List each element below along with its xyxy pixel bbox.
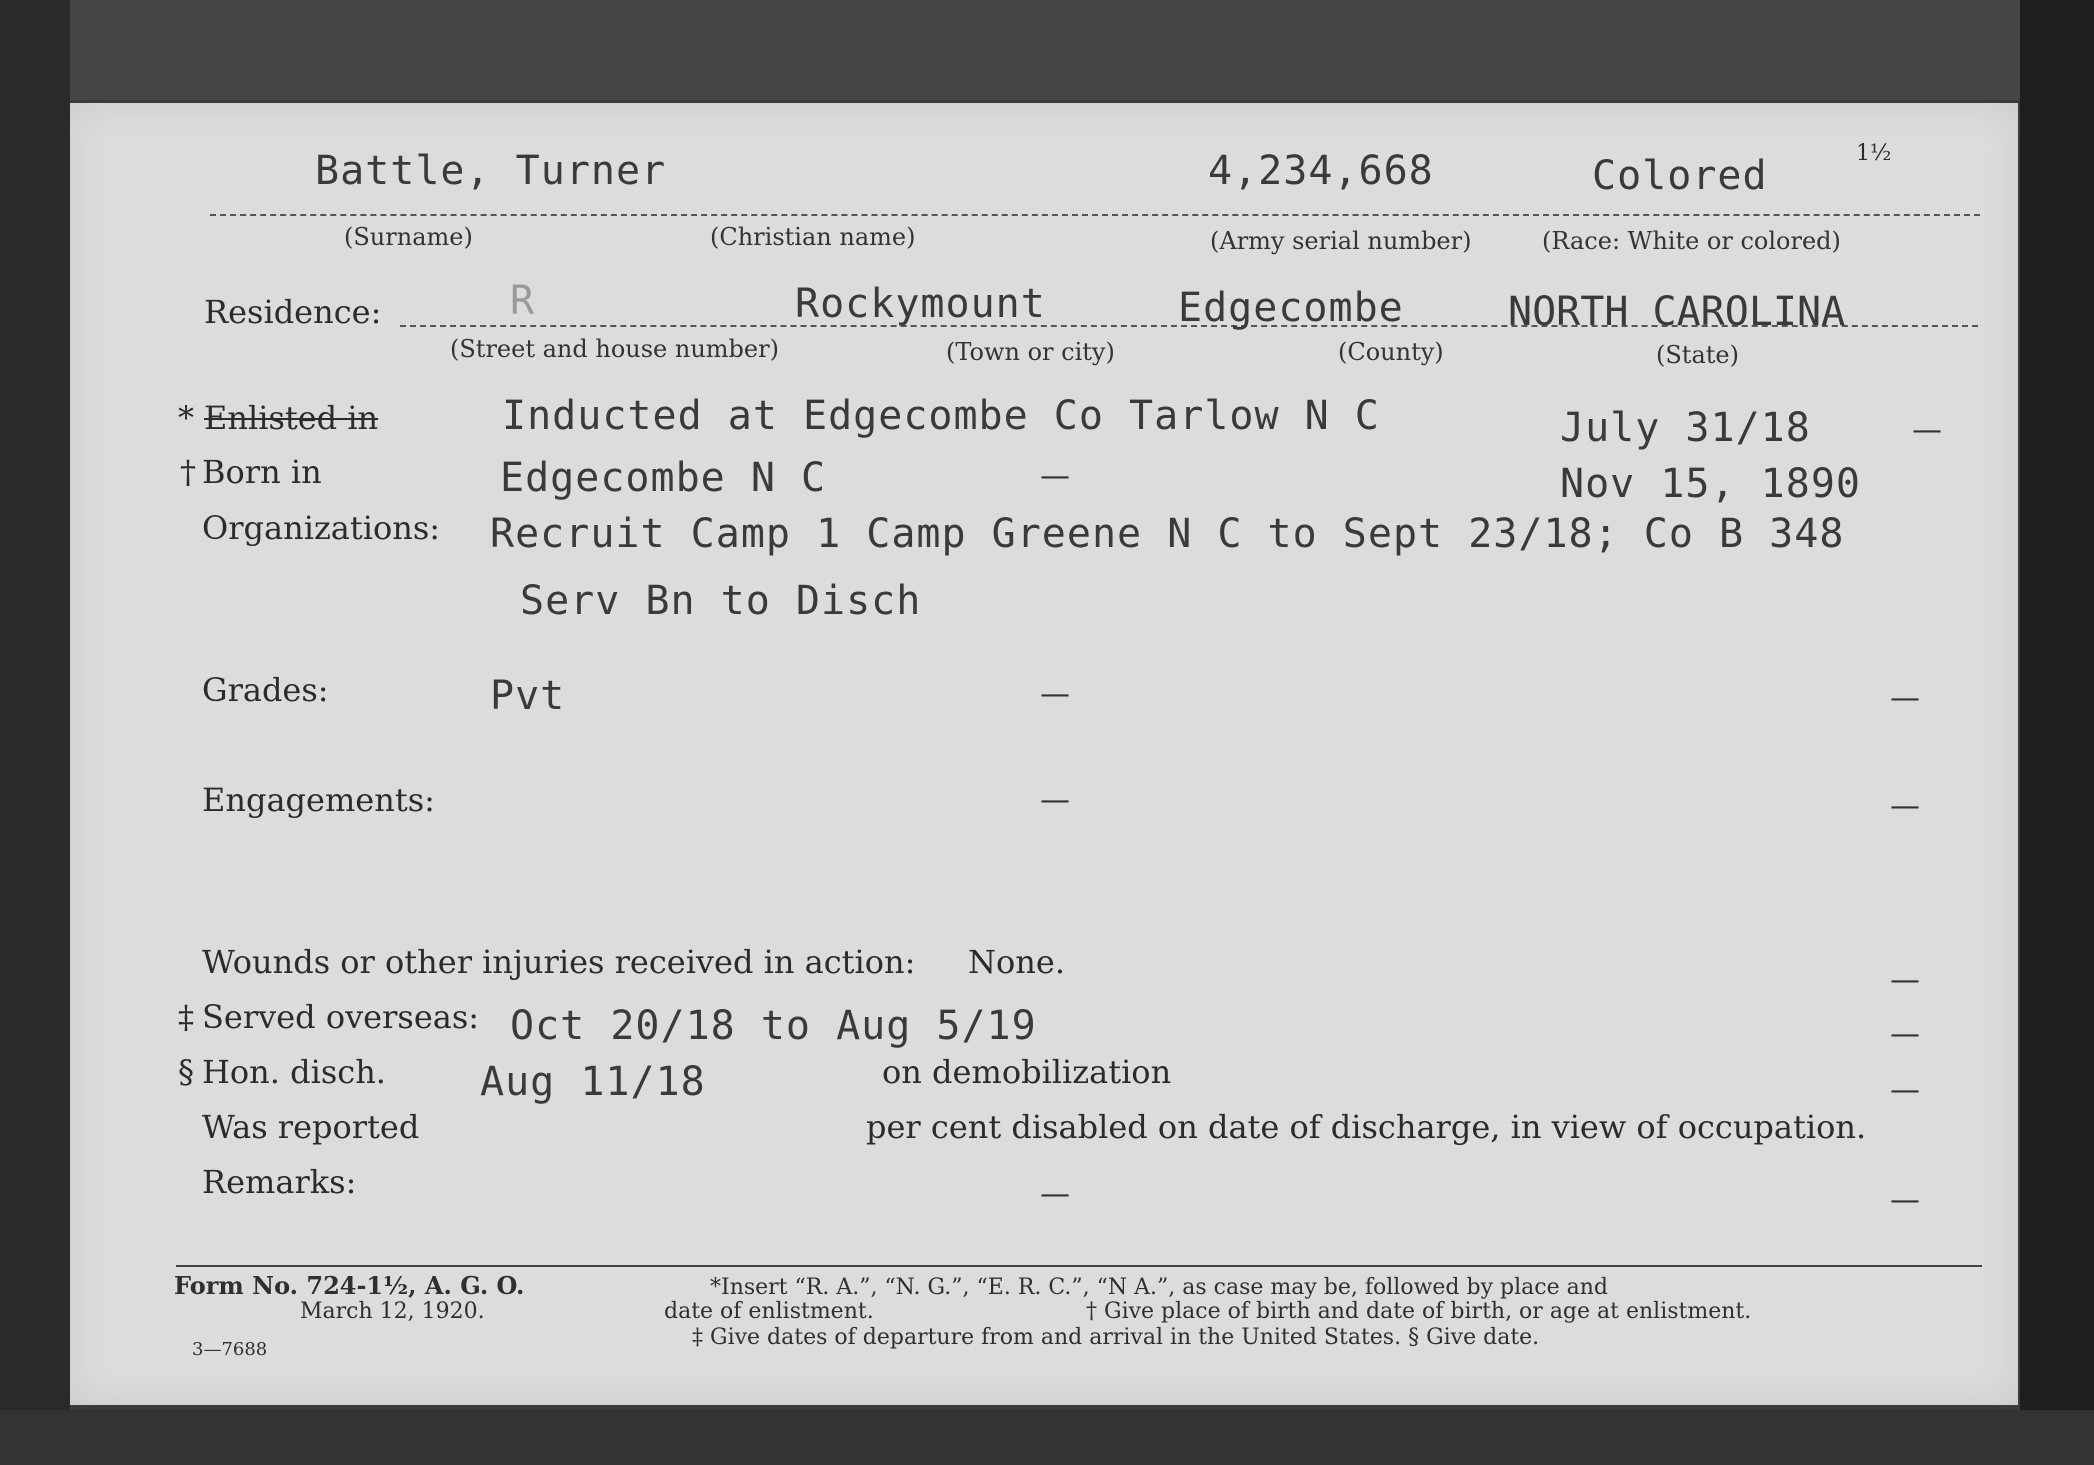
enlisted-dash: — — [1912, 413, 1942, 448]
born-mid-dash: — — [1040, 459, 1070, 494]
discharge-value: Aug 11/18 — [480, 1059, 706, 1105]
grades-dash: — — [1890, 681, 1920, 716]
footnote-2b: † Give place of birth and date of birth, or age at enlistment. — [1086, 1299, 1752, 1324]
background-bottom — [0, 1410, 2094, 1465]
enlisted-marker: * — [178, 399, 194, 437]
surname-caption: (Surname) — [344, 223, 473, 251]
engagements-mid-dash: — — [1040, 783, 1070, 818]
state-caption: (State) — [1656, 341, 1739, 369]
background-left — [0, 0, 70, 1465]
town-caption: (Town or city) — [946, 338, 1115, 366]
overseas-label: Served overseas: — [202, 998, 480, 1036]
race-value: Colored — [1592, 153, 1768, 199]
engagements-dash: — — [1890, 789, 1920, 824]
street-caption: (Street and house number) — [450, 335, 779, 363]
remarks-mid-dash: — — [1040, 1177, 1070, 1212]
serial-number-value: 4,234,668 — [1208, 148, 1434, 194]
overseas-value: Oct 20/18 to Aug 5/19 — [510, 1003, 1037, 1049]
born-value: Edgecombe N C — [500, 455, 827, 501]
grades-value: Pvt — [490, 673, 566, 719]
footnote-3: ‡ Give dates of departure from and arrival in the United States. § Give date. — [692, 1325, 1540, 1350]
serial-caption: (Army serial number) — [1210, 227, 1472, 255]
organizations-line2: Serv Bn to Disch — [520, 578, 922, 624]
discharge-dash: — — [1890, 1073, 1920, 1108]
christian-name-caption: (Christian name) — [710, 223, 916, 251]
discharge-marker: § — [178, 1053, 194, 1091]
remarks-dash: — — [1890, 1183, 1920, 1218]
wounds-value: None. — [968, 943, 1065, 981]
residence-town: Rockymount — [795, 281, 1046, 327]
born-marker: † — [180, 453, 196, 491]
born-label: Born in — [202, 453, 322, 491]
header-rule — [210, 214, 1980, 216]
surname-value: Battle, Turner — [315, 148, 667, 194]
remarks-label: Remarks: — [202, 1163, 357, 1201]
print-code: 3—7688 — [192, 1339, 268, 1360]
residence-state: NORTH CAROLINA — [1508, 289, 1846, 335]
background-right — [2020, 0, 2094, 1465]
form-date: March 12, 1920. — [300, 1299, 485, 1324]
form-number: Form No. 724-1½, A. G. O. — [174, 1271, 525, 1300]
engagements-label: Engagements: — [202, 781, 435, 819]
enlisted-label: Enlisted in — [204, 399, 379, 437]
reported-label: Was reported — [202, 1108, 420, 1146]
organizations-label: Organizations: — [202, 509, 441, 547]
footnote-1: *Insert “R. A.”, “N. G.”, “E. R. C.”, “N A.”, as case may be, followed by place and — [710, 1275, 1608, 1300]
discharge-note: on demobilization — [882, 1053, 1172, 1091]
overseas-dash: — — [1890, 1017, 1920, 1052]
enlisted-date: July 31/18 — [1560, 405, 1811, 451]
race-caption: (Race: White or colored) — [1542, 227, 1841, 255]
residence-street: R — [510, 278, 536, 324]
background-top — [0, 0, 2094, 100]
overseas-marker: ‡ — [178, 998, 194, 1036]
residence-county: Edgecombe — [1178, 285, 1404, 331]
born-date: Nov 15, 1890 — [1560, 461, 1861, 507]
reported-text: per cent disabled on date of discharge, in view of occupation. — [866, 1108, 1867, 1146]
discharge-label: Hon. disch. — [202, 1053, 386, 1091]
grades-mid-dash: — — [1040, 677, 1070, 712]
county-caption: (County) — [1338, 338, 1444, 366]
grades-label: Grades: — [202, 671, 329, 709]
footnote-2a: date of enlistment. — [664, 1299, 874, 1324]
enlisted-value: Inducted at Edgecombe Co Tarlow N C — [502, 393, 1380, 439]
residence-label: Residence: — [204, 293, 382, 331]
organizations-line1: Recruit Camp 1 Camp Greene N C to Sept 23/18; Co B 348 — [490, 511, 1845, 557]
footer-rule — [176, 1265, 1982, 1267]
wounds-label: Wounds or other injuries received in action: — [202, 943, 916, 981]
wounds-dash: — — [1890, 963, 1920, 998]
service-record-card — [70, 103, 2018, 1405]
card-number: 1½ — [1856, 141, 1892, 166]
